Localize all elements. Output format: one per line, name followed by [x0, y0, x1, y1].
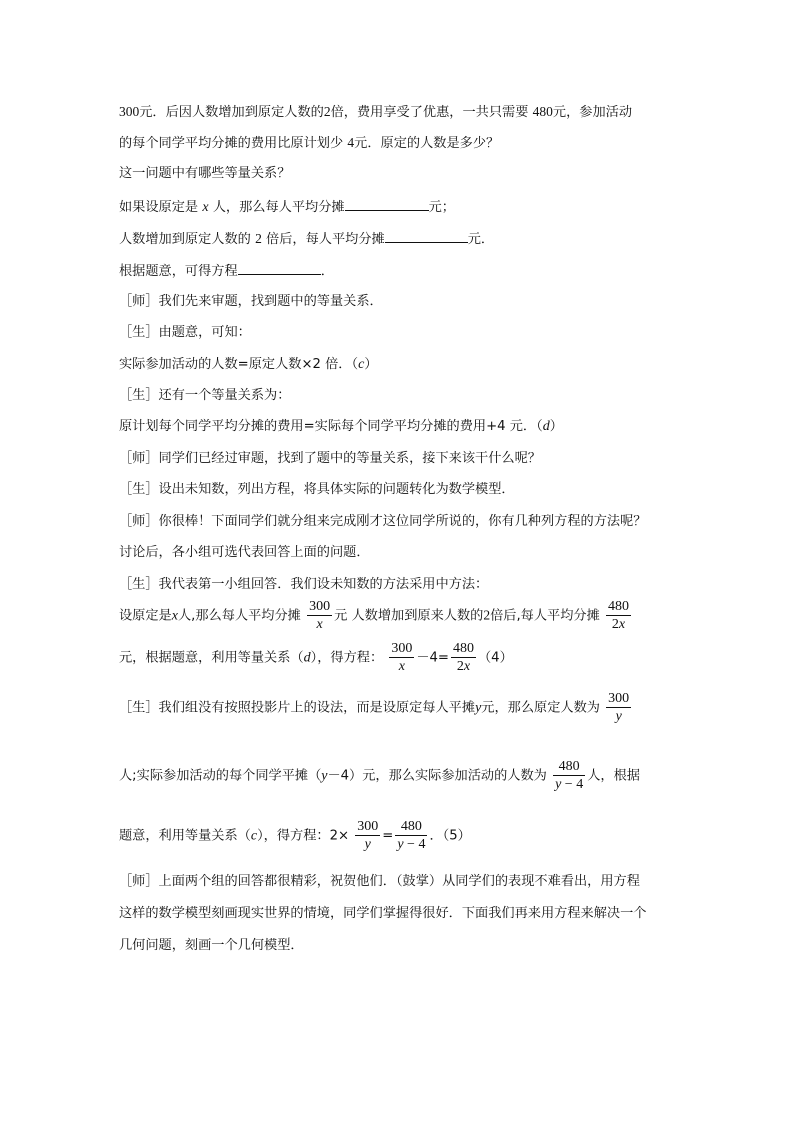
text-line [119, 103, 632, 122]
text-run: ），得方程：2× [257, 828, 350, 844]
text-run: 元，根据题意，利用等量关系（ [119, 650, 304, 666]
text-line [119, 640, 513, 675]
text-run: 根据题意，可得方程 [119, 264, 238, 279]
text-run: ） [364, 357, 378, 372]
variable-y: y [321, 768, 328, 784]
number: 2 [483, 607, 491, 623]
text-run: 实际参加活动的人数=原定人数×2 倍．（ [119, 357, 359, 372]
text-run: ． [320, 264, 334, 279]
text-line: ［生］由题意，可知： [119, 325, 251, 340]
numerator: 300 [357, 819, 379, 834]
fraction [606, 598, 631, 633]
denominator-constant: − 4 [403, 837, 426, 852]
text-run: 元．原定的人数是多少？ [354, 136, 500, 151]
text-run: 元； [428, 200, 455, 215]
numerator: 300 [309, 599, 331, 614]
fraction [451, 640, 476, 675]
text-line [119, 690, 633, 725]
text-run: 元．后因人数增加到原定人数的 [139, 105, 324, 120]
text-run: 倍，费用享受了优惠，一共只需要 [330, 105, 529, 120]
denominator-variable: y [555, 777, 562, 792]
text-run: 元，那么原定人数为 [481, 700, 600, 716]
text-run: 人;实际参加活动的每个同学平摊（ [119, 768, 322, 784]
text-run: 元． [467, 232, 495, 247]
denominator-variable: y [397, 837, 404, 852]
denominator-variable: x [463, 659, 471, 674]
denominator [395, 835, 427, 853]
text-line: ［生］我代表第一小组回答．我们设未知数的方法采用中方法： [119, 577, 489, 592]
text-run: 人，那么每人平均分摊 [212, 200, 345, 215]
numerator: 300 [391, 641, 413, 656]
text-run: 原计划每个同学平均分摊的费用=实际每个同学平均分摊的费用+4 元．（ [119, 419, 543, 434]
fraction [395, 818, 427, 853]
text-line [119, 229, 494, 249]
text-line [119, 598, 633, 633]
number: 4 [347, 135, 355, 150]
text-line [119, 134, 499, 153]
text-line: 这样的数学模型刻画现实世界的情境，同学们掌握得很好．下面我们再来用方程来解决一个 [119, 906, 647, 921]
text-run: 倍后，每人平均分摊 [266, 232, 385, 247]
variable-x: x [202, 200, 209, 215]
text-line: 讨论后，各小组可选代表回答上面的问题． [119, 545, 370, 560]
numerator: 480 [558, 759, 580, 774]
text-run: ） [549, 419, 563, 434]
text-run: 倍后,每人平均分摊 [490, 608, 600, 624]
answer-blank[interactable] [238, 261, 321, 275]
label-c: c [250, 828, 258, 844]
numerator: 480 [453, 641, 474, 656]
text-run: 如果设原定是 [119, 200, 199, 215]
equation-tag: ．（5） [429, 828, 471, 844]
text-run: ），得方程： [310, 650, 384, 666]
text-line: ［师］你很棒！下面同学们就分组来完成刚才这位同学所说的，你有几种列方程的方法呢？ [119, 514, 647, 529]
denominator-variable: x [618, 617, 626, 632]
answer-blank[interactable] [345, 197, 429, 211]
denominator-coefficient: 2 [611, 617, 619, 632]
text-line: ［师］同学们已经过审题，找到了题中的等量关系，接下来该干什么呢？ [119, 451, 541, 466]
text-line: 几何问题，刻画一个几何模型． [119, 938, 304, 953]
text-line [119, 418, 563, 436]
text-line [119, 197, 455, 217]
number: 2 [323, 104, 331, 119]
text-line [119, 758, 640, 793]
text-line: ［师］上面两个组的回答都很精彩，祝贺他们．（鼓掌）从同学们的表现不难看出，用方程 [119, 874, 640, 889]
denominator [553, 775, 585, 793]
text-run: 人，根据 [587, 768, 640, 784]
fraction [355, 818, 380, 853]
text-line: ［生］设出未知数，列出方程，将具体实际的问题转化为数学模型． [119, 482, 515, 497]
denominator: x [307, 615, 332, 633]
numerator: 480 [400, 819, 422, 834]
text-run: 元，参加活动 [552, 105, 633, 120]
text-line: 这一问题中有哪些等量关系？ [119, 166, 291, 181]
number: 300 [119, 104, 140, 119]
text-run: 题意，利用等量关系（ [119, 828, 251, 844]
text-run: ［生］我们组没有按照投影片上的设法，而是设原定每人平摊 [119, 700, 476, 716]
denominator: y [355, 835, 380, 853]
fraction [307, 598, 332, 633]
variable-y: y [475, 700, 482, 716]
equals-sign: = [382, 828, 394, 844]
denominator-coefficient: 2 [456, 659, 464, 674]
text-line: ［生］还有一个等量关系为： [119, 388, 291, 403]
number: 2 [255, 231, 262, 246]
text-line [119, 818, 471, 853]
text-run: 元 人数增加到原来人数的 [334, 608, 484, 624]
equation-operator: －4= [416, 650, 449, 666]
text-line: ［师］我们先来审题，找到题中的等量关系． [119, 294, 383, 309]
denominator [606, 615, 631, 633]
denominator: x [389, 657, 414, 675]
label-d: d [303, 650, 311, 666]
number: 480 [532, 104, 553, 119]
answer-blank[interactable] [385, 229, 468, 243]
denominator-constant: − 4 [561, 777, 584, 792]
numerator: 300 [608, 691, 630, 706]
text-line [119, 261, 334, 281]
text-run: 设原定是 [119, 608, 172, 624]
fraction [606, 690, 631, 725]
numerator: 480 [607, 599, 629, 614]
text-run: －4）元，那么实际参加活动的人数为 [327, 768, 547, 784]
equation-tag: （4） [478, 650, 513, 666]
text-run: 人,那么每人平均分摊 [177, 608, 301, 624]
fraction [389, 640, 414, 675]
variable-x: x [171, 608, 178, 624]
denominator [451, 657, 476, 675]
label-d: d [542, 419, 550, 434]
text-run: 的每个同学平均分摊的费用比原计划少 [119, 136, 344, 151]
label-c: c [358, 357, 365, 372]
text-line [119, 356, 378, 374]
fraction [553, 758, 585, 793]
denominator: y [606, 707, 631, 725]
text-run: 人数增加到原定人数的 [119, 232, 251, 247]
